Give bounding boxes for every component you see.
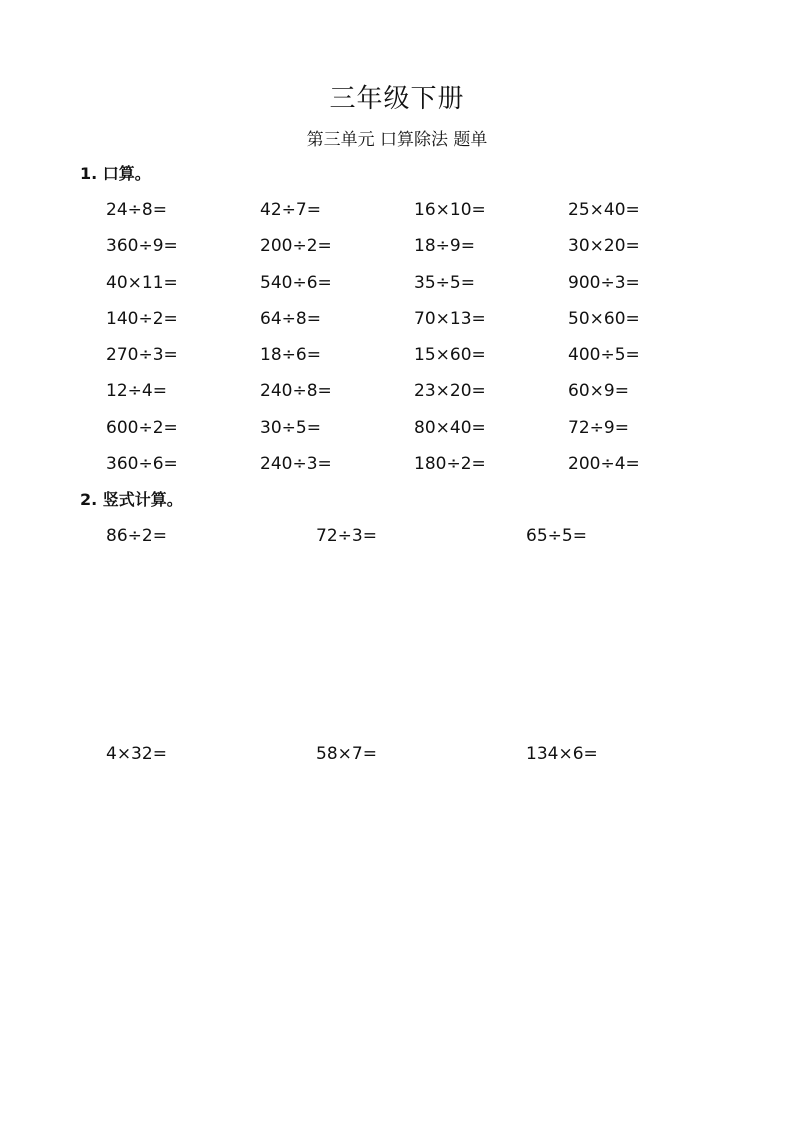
- vertical-problem: 134×6=: [526, 744, 598, 764]
- page-title: 三年级下册: [329, 84, 465, 114]
- vertical-problem: 58×7=: [316, 744, 377, 764]
- oral-problem: 180÷2=: [414, 454, 486, 475]
- oral-calculation-grid: [106, 198, 726, 488]
- oral-problem: 12÷4=: [106, 381, 167, 402]
- oral-problem: 15×60=: [414, 345, 486, 366]
- oral-problem: 360÷6=: [106, 454, 178, 475]
- oral-problem: 72÷9=: [568, 417, 629, 438]
- oral-problem: 35÷5=: [414, 272, 475, 293]
- vertical-calculation-row: [106, 742, 746, 766]
- vertical-calculation-row: [106, 524, 746, 548]
- oral-problem: 270÷3=: [106, 345, 178, 366]
- oral-problem: 400÷5=: [568, 345, 640, 366]
- section-1-heading: 1. 口算。: [80, 164, 151, 183]
- oral-problem: 24÷8=: [106, 200, 167, 220]
- section-2-heading: 2. 竖式计算。: [80, 490, 183, 509]
- oral-problem: 80×40=: [414, 417, 486, 438]
- oral-problem: 140÷2=: [106, 308, 178, 329]
- page-subtitle: 第三单元 口算除法 题单: [306, 130, 488, 150]
- oral-problem: 30×20=: [568, 236, 640, 257]
- oral-problem: 18÷6=: [260, 345, 321, 366]
- vertical-problem: 4×32=: [106, 744, 167, 764]
- oral-problem: 16×10=: [414, 200, 486, 220]
- oral-problem: 360÷9=: [106, 236, 178, 257]
- oral-problem: 50×60=: [568, 308, 640, 329]
- oral-problem: 23×20=: [414, 381, 486, 402]
- oral-problem: 18÷9=: [414, 236, 475, 257]
- oral-problem: 42÷7=: [260, 200, 321, 220]
- oral-problem: 40×11=: [106, 272, 178, 293]
- oral-problem: 30÷5=: [260, 417, 321, 438]
- oral-problem: 70×13=: [414, 308, 486, 329]
- oral-problem: 25×40=: [568, 200, 640, 220]
- oral-problem: 200÷2=: [260, 236, 332, 257]
- oral-problem: 600÷2=: [106, 417, 178, 438]
- oral-problem: 200÷4=: [568, 454, 640, 475]
- oral-problem: 240÷8=: [260, 381, 332, 402]
- vertical-problem: 65÷5=: [526, 526, 587, 546]
- oral-problem: 64÷8=: [260, 308, 321, 329]
- oral-problem: 900÷3=: [568, 272, 640, 293]
- vertical-problem: 72÷3=: [316, 526, 377, 546]
- oral-problem: 240÷3=: [260, 454, 332, 475]
- oral-problem: 540÷6=: [260, 272, 332, 293]
- vertical-problem: 86÷2=: [106, 526, 167, 546]
- oral-problem: 60×9=: [568, 381, 629, 402]
